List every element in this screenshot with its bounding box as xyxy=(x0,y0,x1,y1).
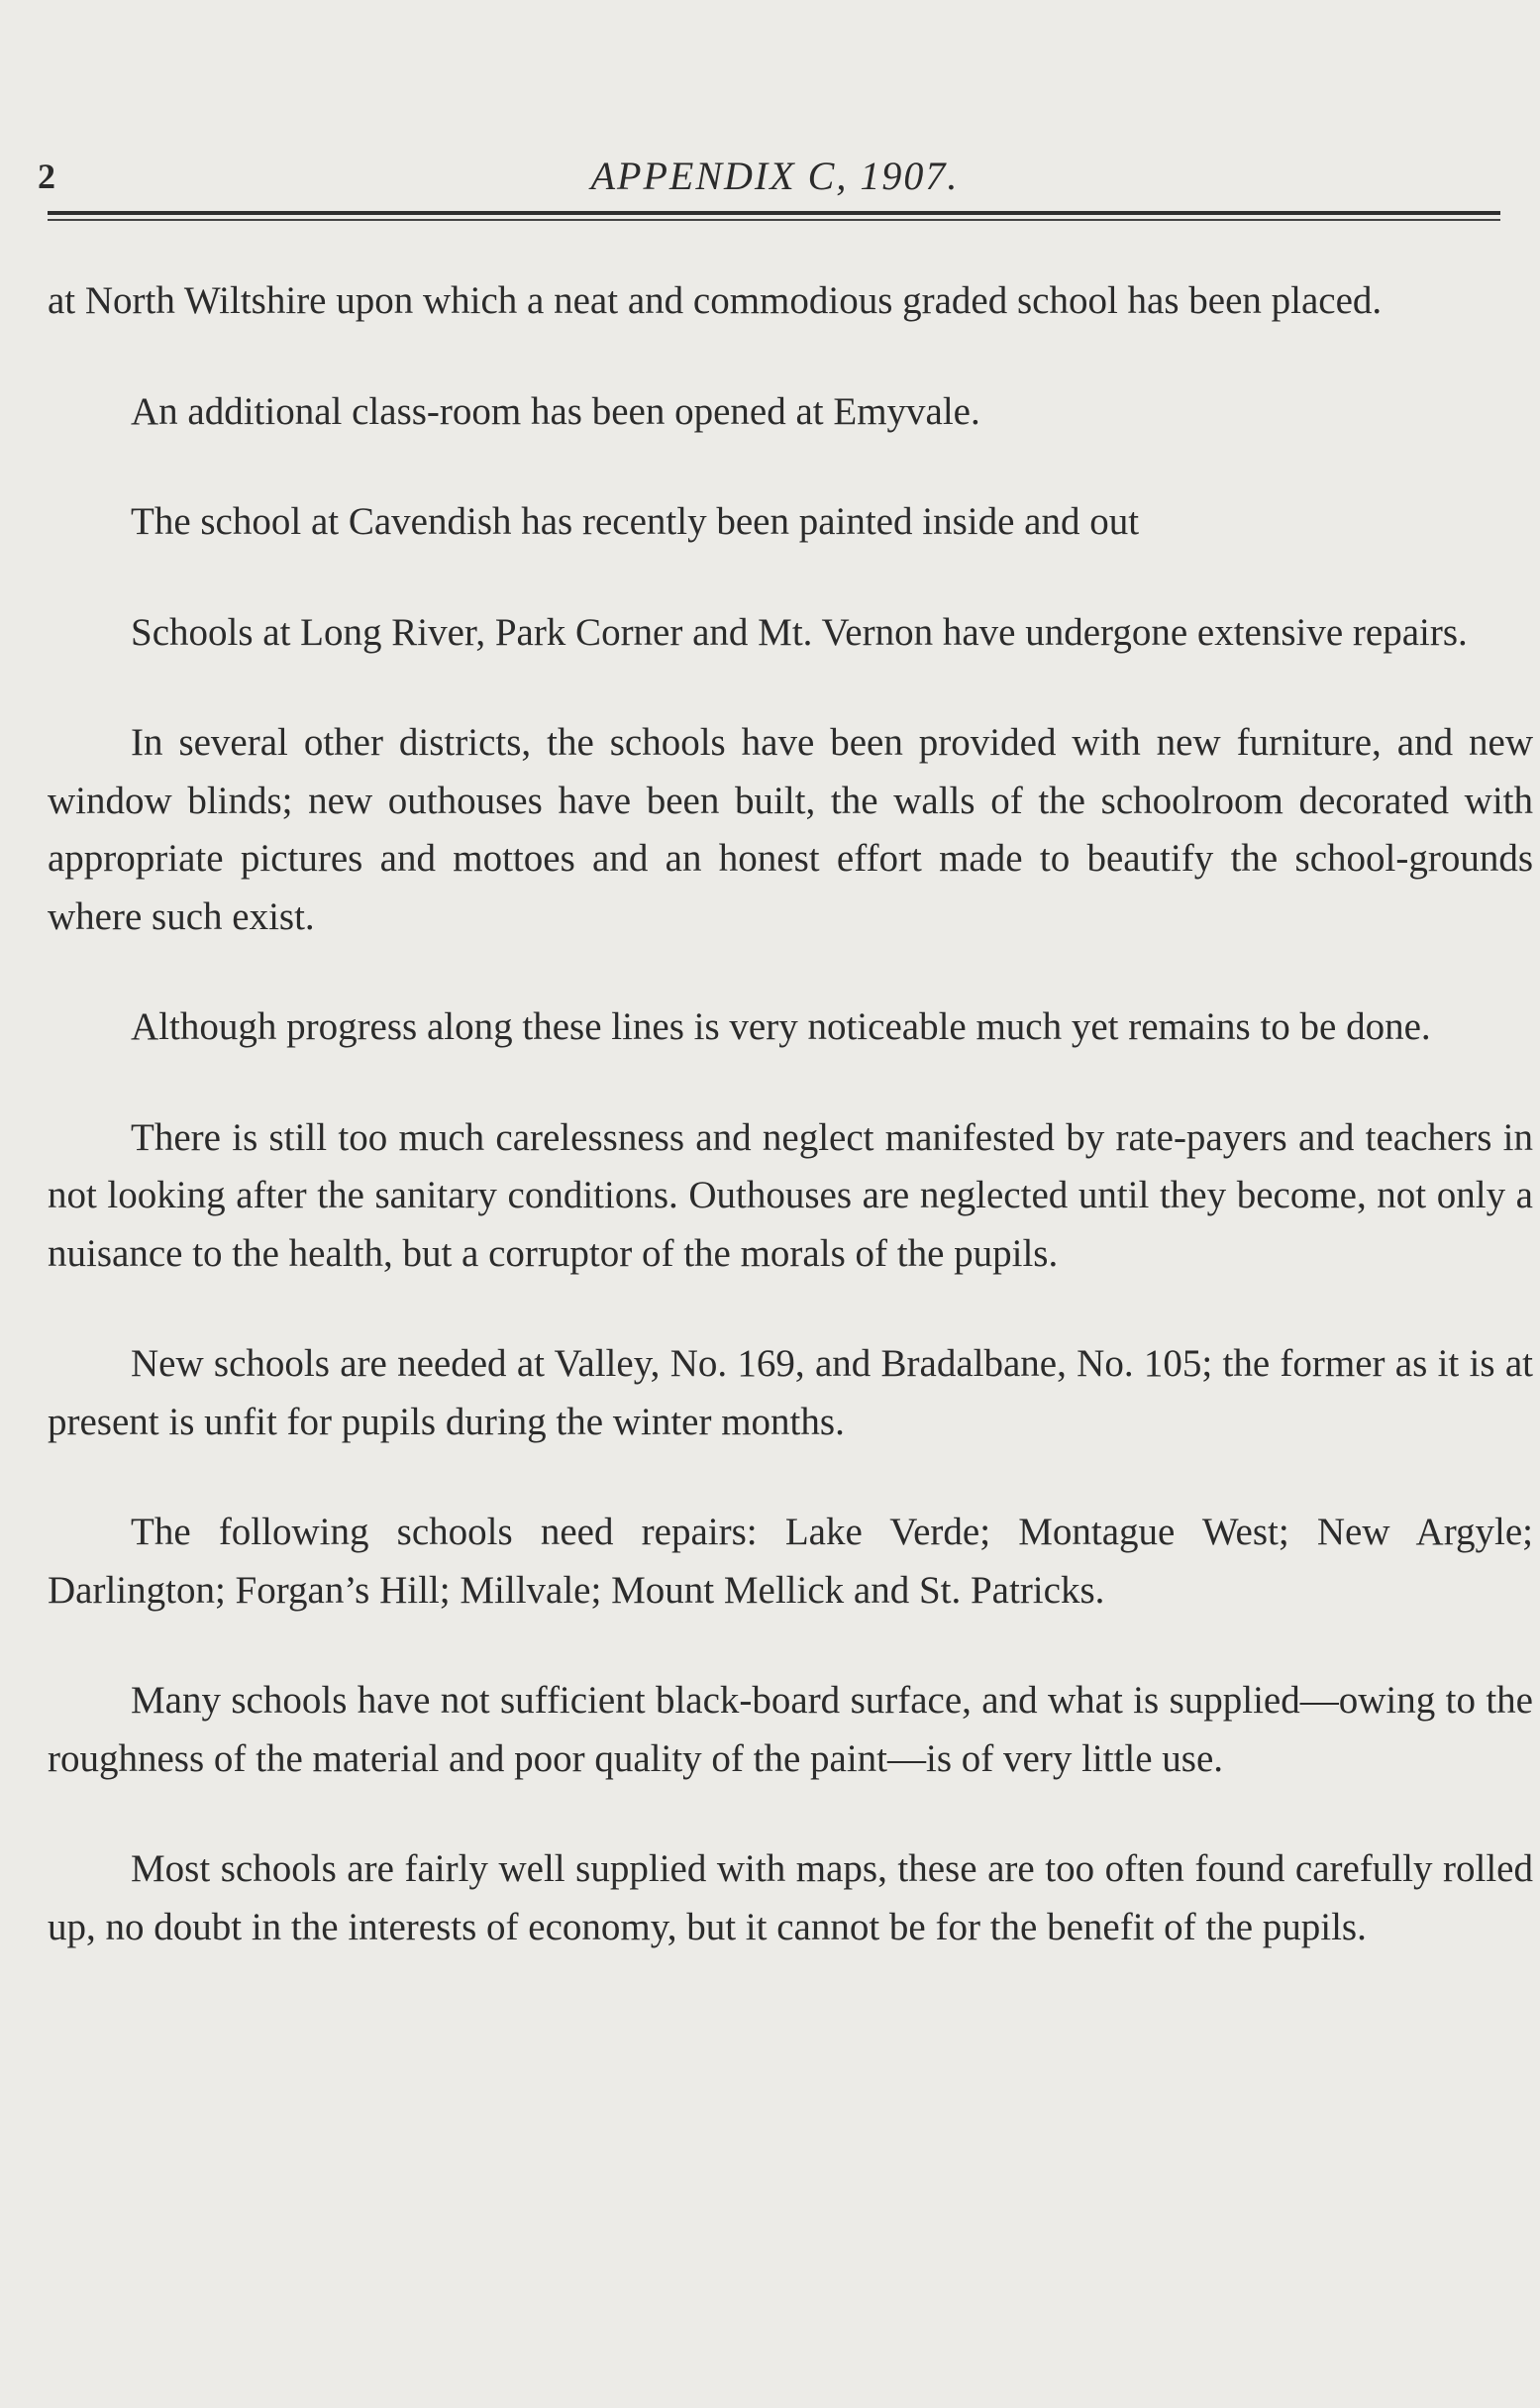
running-title: APPENDIX C, 1907. xyxy=(590,154,960,198)
header-rule-thin xyxy=(48,219,1500,221)
paragraph-cavendish: The school at Cavendish has recently been painted inside and out xyxy=(131,500,1140,543)
paragraph-progress: Although progress along these lines is very noticeable much yet remains to be done. xyxy=(131,1005,1431,1048)
body-text xyxy=(48,272,1533,1956)
header-rule xyxy=(48,211,1500,226)
paragraph-repairs-needed: The following schools need repairs: Lake Verde; Montague West; New Argyle; Darlington; Forgan’s Hill; Millvale; Mount Mellick and St. Patricks. xyxy=(48,1511,1533,1612)
paragraph-repairs: Schools at Long River, Park Corner and Mt. Vernon have undergone extensive repairs. xyxy=(131,610,1468,654)
paragraph-emyvale: An additional class-room has been opened at Emyvale. xyxy=(131,389,980,433)
paragraph-blackboards: Many schools have not sufficient black-board surface, and what is supplied—owing to the roughness of the material and poor quality of the paint—is of very little use. xyxy=(48,1679,1533,1780)
paragraph-new-schools: New schools are needed at Valley, No. 169, and Bradalbane, No. 105; the former as it is at present is unfit for pupils during the winter months. xyxy=(48,1342,1533,1443)
paragraph-other-districts: In several other districts, the schools have been provided with new furniture, and new window blinds; new outhouses have been built, the walls of the schoolroom decorated with appropriate pictures and mottoes and an honest effort made to beautify the school-grounds where such exist. xyxy=(48,721,1533,938)
header-rule-thick xyxy=(48,211,1500,215)
paragraph-sanitary: There is still too much carelessness and neglect manifested by rate-payers and teachers in not looking after the sanitary conditions. Outhouses are neglected until they become, not only a nuisance to the health, but a corruptor of the morals of the pupils. xyxy=(48,1115,1533,1275)
page-number: 2 xyxy=(38,157,55,196)
paragraph-continued: at North Wiltshire upon which a neat and commodious graded school has been placed. xyxy=(48,279,1383,322)
paragraph-maps: Most schools are fairly well supplied with maps, these are too often found carefully rolled up, no doubt in the interests of economy, but it cannot be for the benefit of the pupils. xyxy=(48,1847,1533,1948)
page-header xyxy=(0,147,1540,206)
